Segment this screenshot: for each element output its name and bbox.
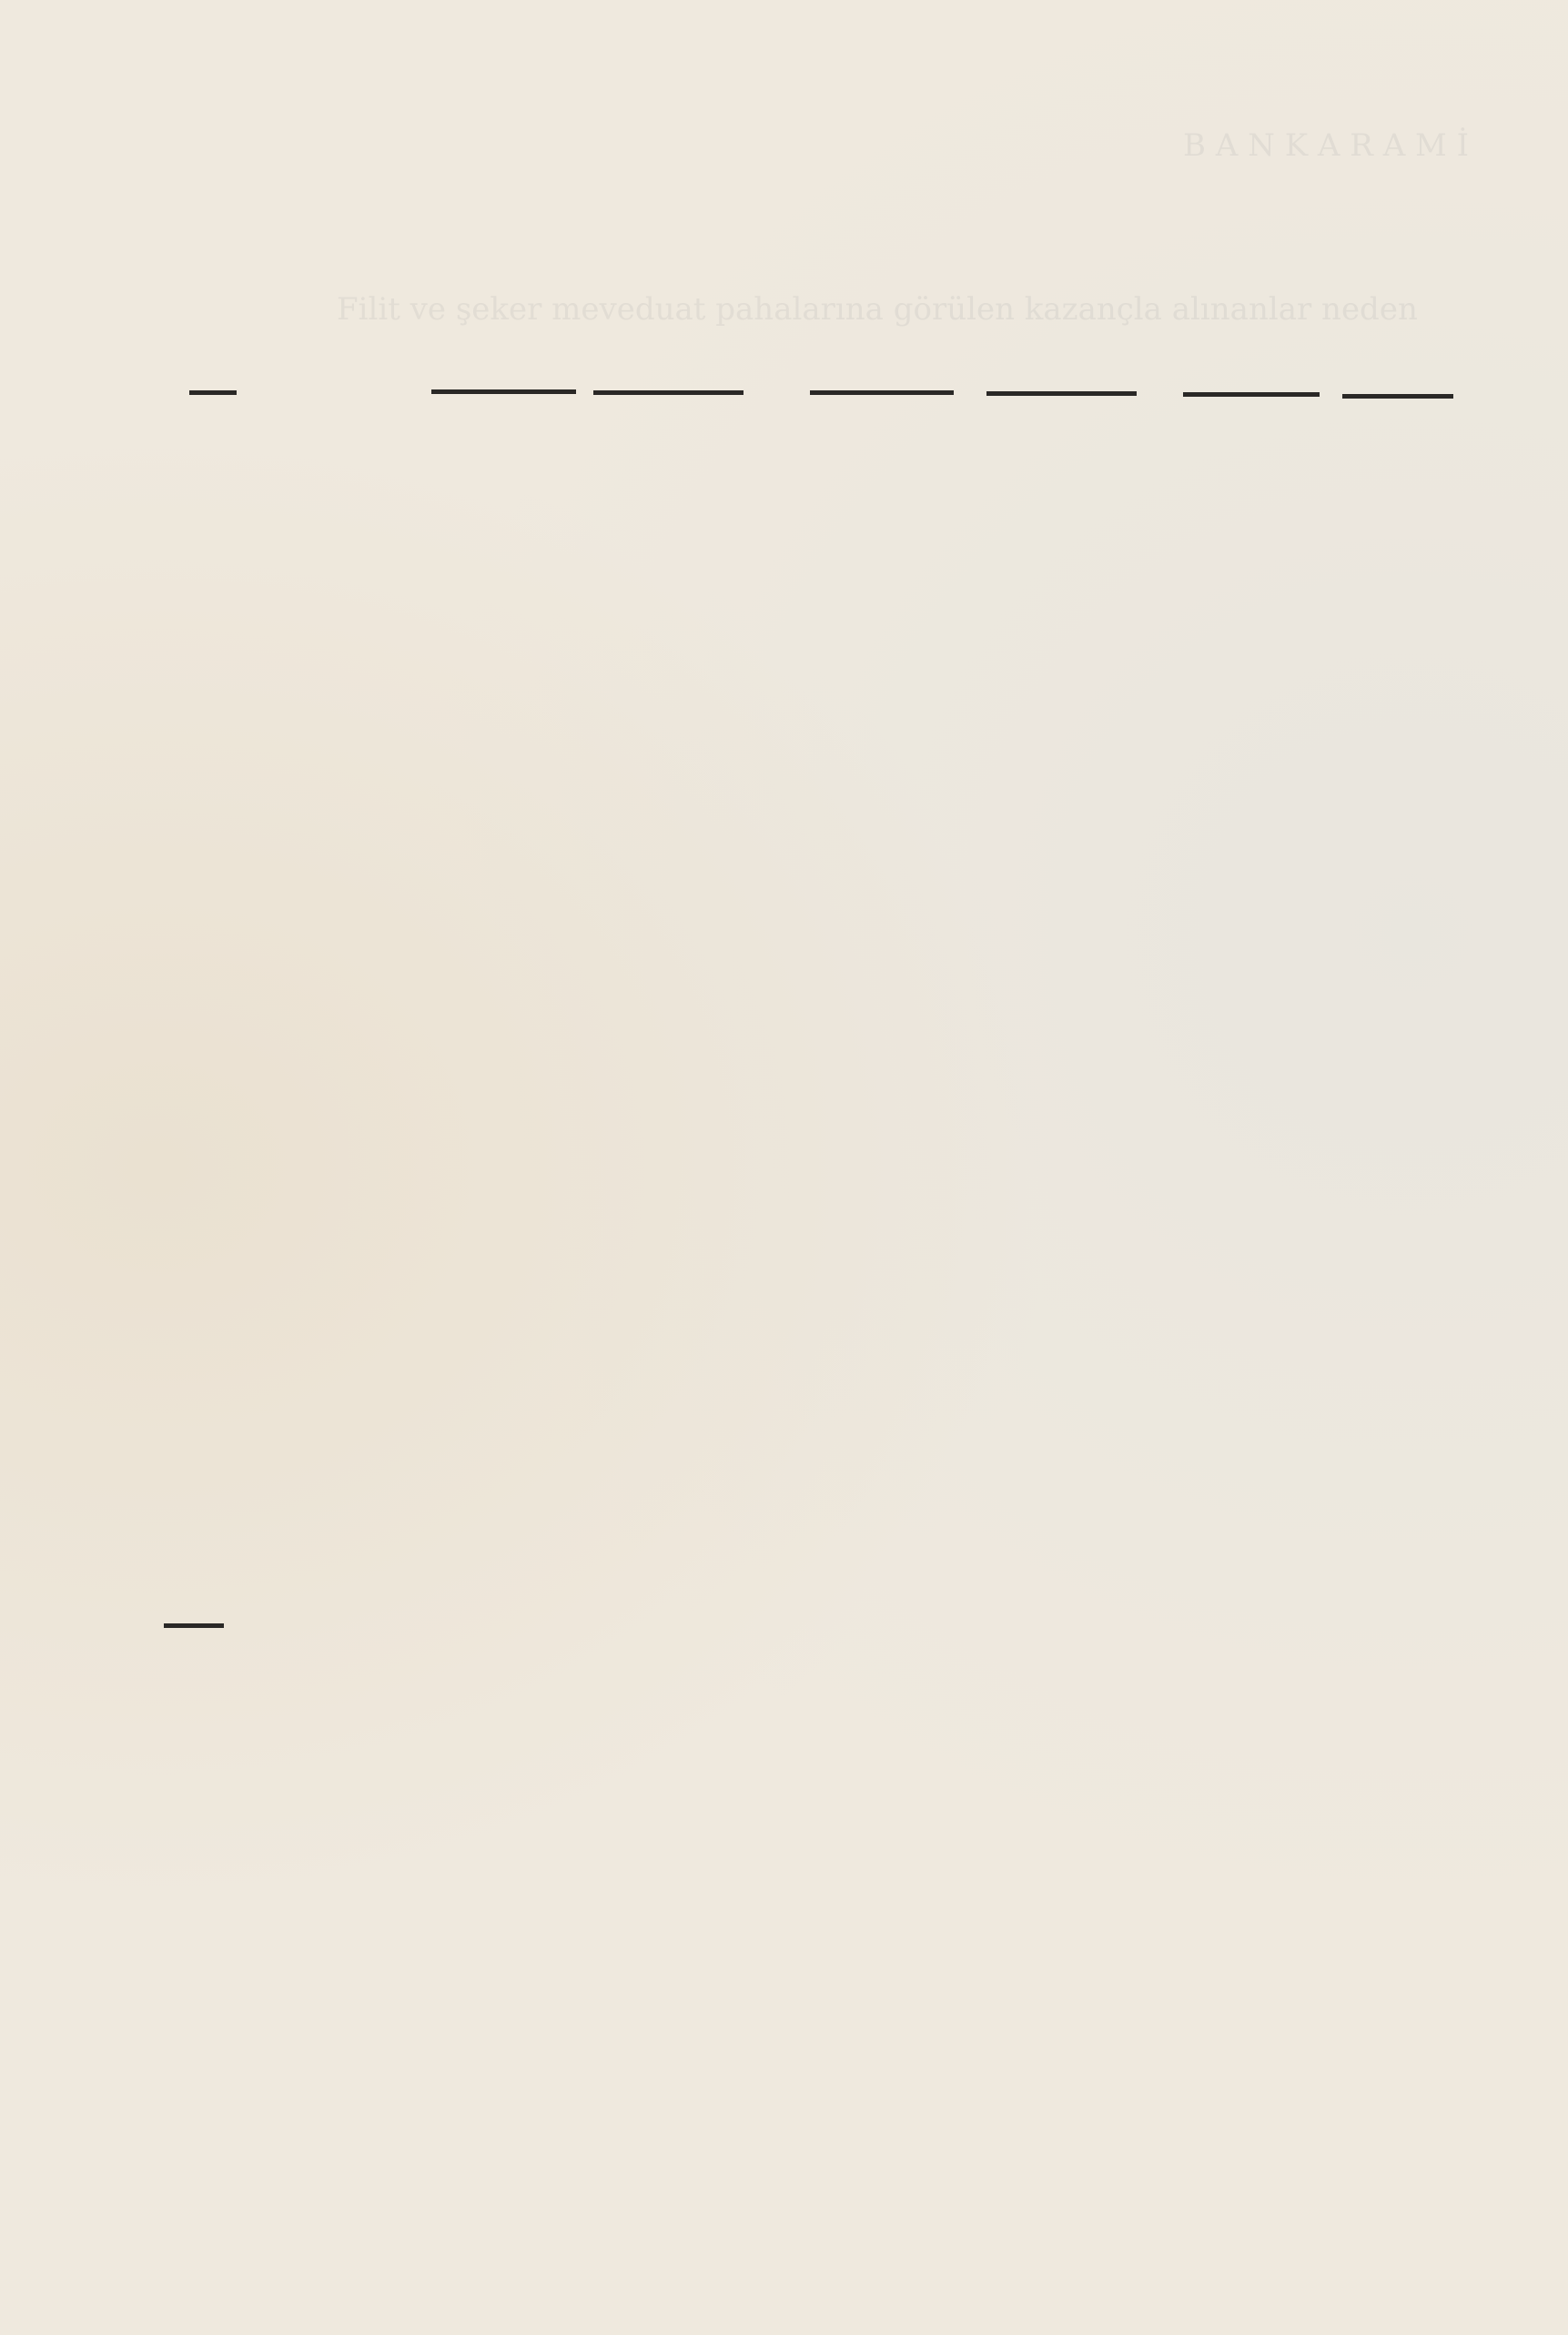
header-rule (1183, 392, 1320, 397)
header-rule (189, 390, 237, 395)
header-rule (593, 390, 744, 395)
header-rule (164, 1623, 224, 1628)
bleed-through-text: Filit ve şeker meveduat pahalarına görülen kazançla alınanlar neden (337, 291, 1418, 328)
header-rule (986, 391, 1137, 396)
header-rule (431, 389, 576, 394)
header-rule (1342, 394, 1453, 399)
bleed-through-text: B A N K A R A M İ (1183, 127, 1470, 164)
header-rule (810, 390, 954, 395)
